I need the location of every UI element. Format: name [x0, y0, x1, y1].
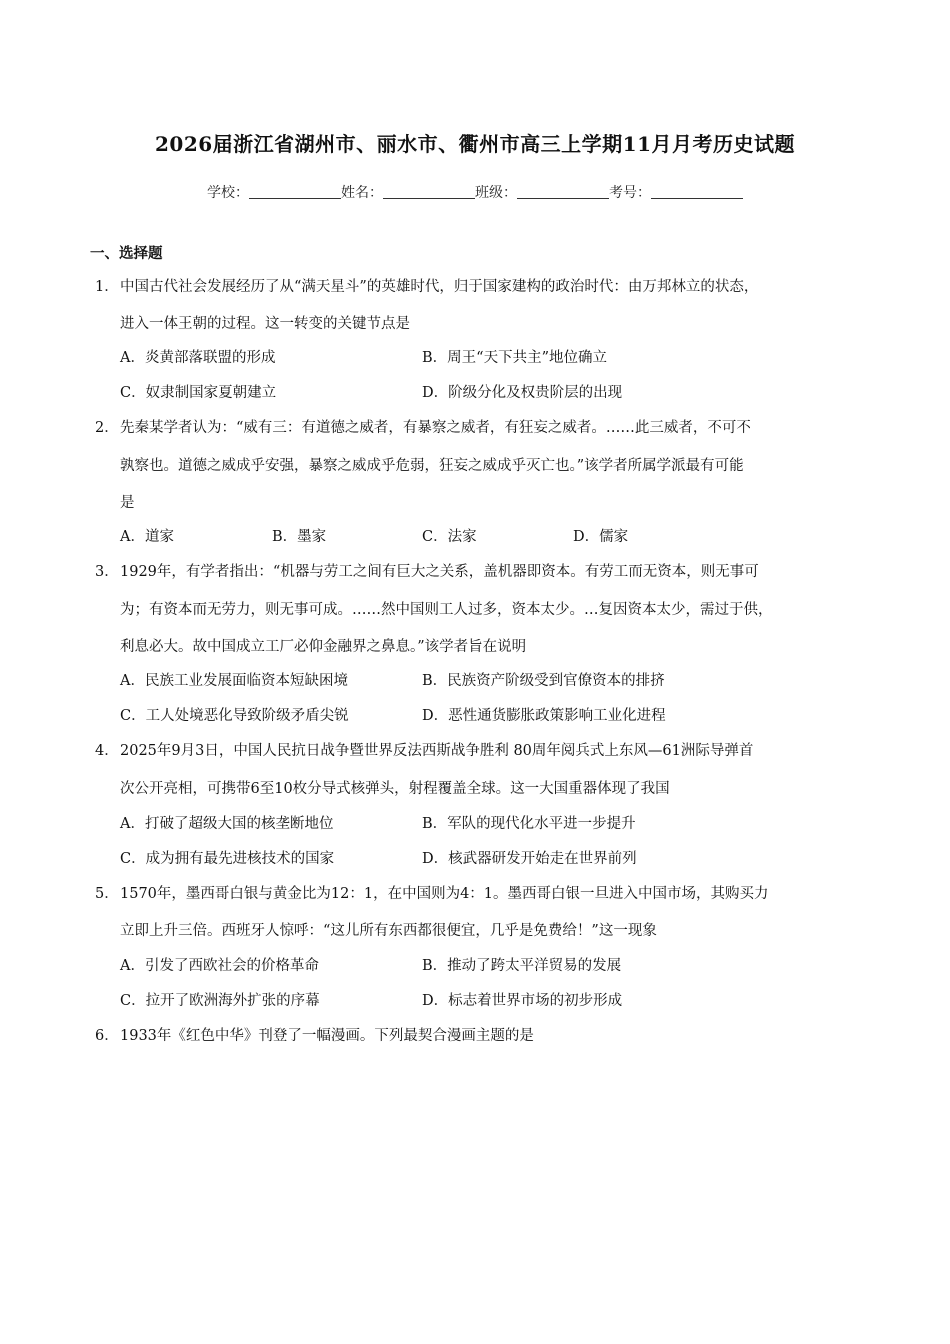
question-3-line-2: 为；有资本而无劳力，则无事可成。……然中国则工人过多，资本太少。…复因资本太少，需过于供， [120, 602, 773, 618]
question-1-line-2: 进入一体王朝的过程。这一转变的关键节点是 [120, 316, 410, 332]
question-1-option-a: A．炎黄部落联盟的形成 [120, 350, 276, 366]
question-2-number: 2． [95, 420, 119, 436]
question-5-line-1: 1570年，墨西哥白银与黄金比为12：1，在中国则为4：1。墨西哥白银一旦进入中国市场，其购买力 [120, 886, 769, 902]
question-3-option-a: A．民族工业发展面临资本短缺困境 [120, 673, 348, 689]
question-2-line-3: 是 [120, 495, 135, 511]
question-2-option-d: D．儒家 [573, 529, 629, 545]
question-3-option-d: D．恶性通货膨胀政策影响工业化进程 [422, 708, 666, 724]
question-2-line-1: 先秦某学者认为：“威有三：有道德之威者，有暴察之威者，有狂妄之威者。……此三威者，不可不 [120, 420, 751, 436]
question-5-number: 5． [95, 886, 119, 902]
question-4-line-2: 次公开亮相，可携带6至10枚分导式核弹头，射程覆盖全球。这一大国重器体现了我国 [120, 781, 670, 797]
question-3-option-c: C．工人处境恶化导致阶级矛盾尖锐 [120, 708, 349, 724]
question-1-number: 1． [95, 279, 119, 295]
school-label: 学校： [207, 185, 249, 201]
section-heading: 一、选择题 [90, 245, 163, 262]
question-2-option-b: B．墨家 [272, 529, 327, 545]
class-label: 班级： [475, 185, 517, 201]
question-6-number: 6． [95, 1028, 119, 1044]
question-3-number: 3． [95, 564, 119, 580]
question-2-option-a: A．道家 [120, 529, 174, 545]
question-5-option-a: A．引发了西欧社会的价格革命 [120, 958, 319, 974]
question-3-line-3: 利息必大。故中国成立工厂必仰金融界之鼻息。”该学者旨在说明 [120, 639, 527, 655]
number-label: 考号： [609, 185, 651, 201]
question-1-line-1: 中国古代社会发展经历了从“满天星斗”的英雄时代，归于国家建构的政治时代：由万邦林立的状态， [120, 279, 759, 295]
question-4-number: 4． [95, 743, 119, 759]
name-label: 姓名： [341, 185, 383, 201]
question-1-option-d: D．阶级分化及权贵阶层的出现 [422, 385, 623, 401]
question-4-option-a: A．打破了超级大国的核垄断地位 [120, 816, 334, 832]
question-5-option-c: C．拉开了欧洲海外扩张的序幕 [120, 993, 320, 1009]
question-4-line-1: 2025年9月3日，中国人民抗日战争暨世界反法西斯战争胜利 80周年阅兵式上东风—61洲际导弹首 [120, 743, 754, 759]
question-3-option-b: B．民族资产阶级受到官僚资本的排挤 [422, 673, 665, 689]
question-2-line-2: 孰察也。道德之威成乎安强，暴察之威成乎危弱，狂妄之威成乎灭亡也。”该学者所属学派最有可能 [120, 458, 744, 474]
question-5-option-d: D．标志着世界市场的初步形成 [422, 993, 623, 1009]
student-info-line [0, 182, 950, 202]
class-blank [517, 184, 609, 199]
question-1-option-b: B．周王“天下共主”地位确立 [422, 350, 607, 366]
question-4-option-c: C．成为拥有最先进核技术的国家 [120, 851, 335, 867]
question-3-line-1: 1929年，有学者指出：“机器与劳工之间有巨大之关系，盖机器即资本。有劳工而无资本，则无事可 [120, 564, 759, 580]
question-6-line-1: 1933年《红色中华》刊登了一幅漫画。下列最契合漫画主题的是 [120, 1028, 534, 1044]
question-4-option-b: B．军队的现代化水平进一步提升 [422, 816, 636, 832]
question-5-option-b: B．推动了跨太平洋贸易的发展 [422, 958, 622, 974]
exam-title: 2026届浙江省湖州市、丽水市、衢州市高三上学期11月月考历史试题 [155, 132, 795, 156]
question-1-option-c: C．奴隶制国家夏朝建立 [120, 385, 277, 401]
question-4-option-d: D．核武器研发开始走在世界前列 [422, 851, 637, 867]
name-blank [383, 184, 475, 199]
question-2-option-c: C．法家 [422, 529, 477, 545]
question-5-line-2: 立即上升三倍。西班牙人惊呼：“这儿所有东西都很便宜，几乎是免费给！”这一现象 [120, 923, 657, 939]
school-blank [249, 184, 341, 199]
number-blank [651, 184, 743, 199]
